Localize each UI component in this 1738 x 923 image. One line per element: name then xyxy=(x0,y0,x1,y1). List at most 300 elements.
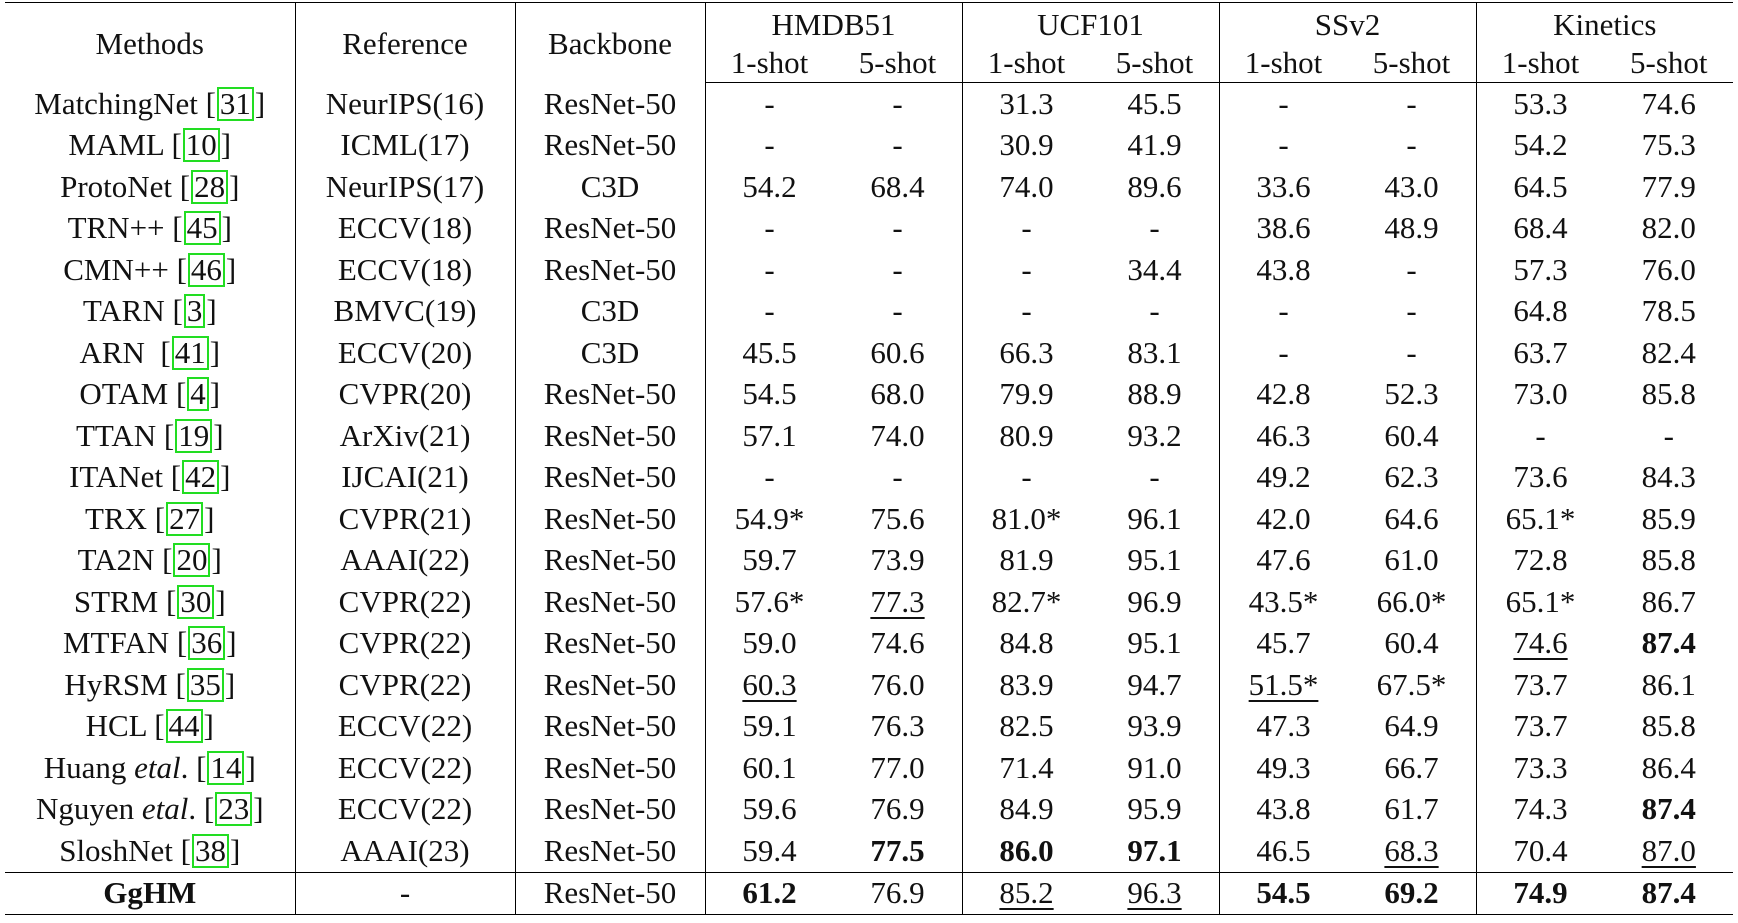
score-cell xyxy=(962,872,1091,915)
score-value: 73.7 xyxy=(1513,708,1568,744)
score-value: - xyxy=(1149,210,1160,246)
score-value: 88.9 xyxy=(1127,376,1182,412)
method-cell: MAML [ 10 ] xyxy=(5,125,295,167)
citation-link[interactable]: 28 xyxy=(191,170,228,204)
table-row xyxy=(5,664,1733,706)
backbone-cell: ResNet-50 xyxy=(515,498,705,540)
score-cell xyxy=(1219,498,1348,540)
score-cell xyxy=(1219,83,1348,125)
reference-cell: ECCV(22) xyxy=(295,747,515,789)
score-cell xyxy=(1348,166,1477,208)
reference-cell: CVPR(22) xyxy=(295,664,515,706)
method-cell: STRM [ 30 ] xyxy=(5,581,295,623)
score-cell xyxy=(705,249,834,291)
header-shot: 5-shot xyxy=(834,44,963,83)
score-value: 30.9 xyxy=(999,127,1054,163)
score-cell xyxy=(834,498,963,540)
score-value: 75.6 xyxy=(870,500,925,536)
citation-link[interactable]: 23 xyxy=(215,792,252,826)
score-cell xyxy=(1348,664,1477,706)
score-cell xyxy=(962,83,1091,125)
score-cell xyxy=(1476,747,1605,789)
backbone-cell: C3D xyxy=(515,332,705,374)
reference-cell: CVPR(20) xyxy=(295,374,515,416)
score-cell xyxy=(1348,332,1477,374)
method-name: CMN++ xyxy=(63,251,177,287)
score-value: - xyxy=(1278,127,1289,163)
score-value: 71.4 xyxy=(999,749,1054,785)
score-cell xyxy=(1348,789,1477,831)
score-cell xyxy=(1476,498,1605,540)
score-cell xyxy=(834,872,963,915)
score-cell xyxy=(705,830,834,872)
score-value: 45.5 xyxy=(1127,85,1182,121)
reference-cell: CVPR(21) xyxy=(295,498,515,540)
score-value: 38.6 xyxy=(1256,210,1311,246)
citation-link[interactable]: 36 xyxy=(188,626,225,660)
score-value: 74.6 xyxy=(1513,625,1568,661)
score-cell xyxy=(1219,457,1348,499)
score-value: 41.9 xyxy=(1127,127,1182,163)
score-cell xyxy=(962,457,1091,499)
score-cell xyxy=(1091,581,1220,623)
score-value: 45.5 xyxy=(742,334,797,370)
score-value: - xyxy=(1021,210,1032,246)
score-cell xyxy=(1605,332,1734,374)
score-value: 72.8 xyxy=(1513,542,1568,578)
score-value: 68.4 xyxy=(870,168,925,204)
score-cell xyxy=(834,623,963,665)
score-cell xyxy=(705,581,834,623)
score-cell xyxy=(1476,706,1605,748)
citation-link[interactable]: 45 xyxy=(184,211,221,245)
reference-cell: ECCV(22) xyxy=(295,789,515,831)
score-cell xyxy=(962,415,1091,457)
citation-link[interactable]: 38 xyxy=(192,834,229,868)
method-name: TRN++ xyxy=(67,210,173,246)
backbone-cell: ResNet-50 xyxy=(515,747,705,789)
score-value: 86.1 xyxy=(1641,666,1696,702)
score-cell xyxy=(1219,415,1348,457)
header-shot: 5-shot xyxy=(1605,44,1734,83)
score-cell xyxy=(1348,208,1477,250)
score-value: 68.0 xyxy=(870,376,925,412)
method-name: STRM xyxy=(73,583,166,619)
backbone-cell: ResNet-50 xyxy=(515,581,705,623)
score-value: 87.4 xyxy=(1641,625,1696,661)
table-row xyxy=(5,747,1733,789)
score-cell xyxy=(1348,457,1477,499)
score-cell xyxy=(705,872,834,915)
backbone-cell: ResNet-50 xyxy=(515,872,705,915)
score-cell xyxy=(1476,664,1605,706)
score-cell xyxy=(962,664,1091,706)
score-value: 60.1 xyxy=(742,749,797,785)
score-value: - xyxy=(1278,293,1289,329)
score-cell xyxy=(1091,208,1220,250)
score-cell xyxy=(1091,374,1220,416)
method-cell: MTFAN [ 36 ] xyxy=(5,623,295,665)
score-value: 57.6* xyxy=(734,583,805,619)
score-cell xyxy=(834,415,963,457)
score-value: 57.1 xyxy=(742,417,797,453)
table-row xyxy=(5,415,1733,457)
score-value: 64.9 xyxy=(1384,708,1439,744)
reference-cell: NeurIPS(16) xyxy=(295,83,515,125)
score-cell xyxy=(1091,789,1220,831)
score-value: 95.9 xyxy=(1127,791,1182,827)
score-value: - xyxy=(764,210,775,246)
score-value: 95.1 xyxy=(1127,542,1182,578)
score-cell xyxy=(834,581,963,623)
citation-link[interactable]: 4 xyxy=(187,377,209,411)
score-cell xyxy=(962,747,1091,789)
score-cell xyxy=(1476,374,1605,416)
score-cell xyxy=(1219,623,1348,665)
citation-link[interactable]: 35 xyxy=(187,668,224,702)
score-cell xyxy=(1476,332,1605,374)
score-cell xyxy=(705,457,834,499)
score-value: 73.9 xyxy=(870,542,925,578)
comparison-table xyxy=(5,2,1733,915)
score-value: - xyxy=(1278,334,1289,370)
header-dataset-kinetics: Kinetics xyxy=(1553,7,1657,42)
citation-link[interactable]: 41 xyxy=(172,336,209,370)
score-cell xyxy=(962,623,1091,665)
score-cell xyxy=(1091,415,1220,457)
method-cell: MatchingNet [ 31 ] xyxy=(5,83,295,125)
method-cell: SloshNet [ 38 ] xyxy=(5,830,295,872)
citation-link[interactable]: 10 xyxy=(183,128,220,162)
table-row xyxy=(5,830,1733,872)
method-name: Huang xyxy=(43,749,135,785)
method-cell: TARN [ 3 ] xyxy=(5,291,295,333)
method-cell: Huang etal. [ 14 ] xyxy=(5,747,295,789)
score-cell xyxy=(1219,872,1348,915)
method-name: MTFAN xyxy=(62,625,177,661)
backbone-cell: ResNet-50 xyxy=(515,457,705,499)
score-value: 89.6 xyxy=(1127,168,1182,204)
method-name: TRX xyxy=(85,500,155,536)
score-value: - xyxy=(892,85,903,121)
reference-cell: ECCV(18) xyxy=(295,249,515,291)
score-cell xyxy=(1091,830,1220,872)
score-cell xyxy=(962,706,1091,748)
citation-link[interactable]: 3 xyxy=(184,294,206,328)
score-value: 78.5 xyxy=(1641,293,1696,329)
table-row-ours xyxy=(5,872,1733,915)
header-dataset-ucf101: UCF101 xyxy=(962,3,1219,45)
reference-cell: ECCV(18) xyxy=(295,208,515,250)
score-cell xyxy=(1605,166,1734,208)
score-cell xyxy=(1091,125,1220,167)
score-value: 77.3 xyxy=(870,583,925,619)
score-cell xyxy=(1219,789,1348,831)
score-value: 84.9 xyxy=(999,791,1054,827)
citation-link[interactable]: 42 xyxy=(182,460,219,494)
method-cell: Nguyen etal. [ 23 ] xyxy=(5,789,295,831)
header-dataset-ssv2: SSv2 xyxy=(1219,3,1476,45)
score-value: 54.2 xyxy=(742,168,797,204)
score-value: 81.0* xyxy=(991,500,1062,536)
score-cell xyxy=(834,125,963,167)
score-cell xyxy=(1605,830,1734,872)
table-row xyxy=(5,83,1733,125)
score-cell xyxy=(834,664,963,706)
score-cell xyxy=(1091,498,1220,540)
method-name: TA2N xyxy=(77,542,163,578)
score-cell xyxy=(1605,415,1734,457)
score-cell xyxy=(1219,664,1348,706)
score-cell xyxy=(834,374,963,416)
score-value: 84.3 xyxy=(1641,459,1696,495)
score-value: 87.0 xyxy=(1641,832,1696,868)
score-value: - xyxy=(1406,334,1417,370)
score-cell xyxy=(1476,83,1605,125)
score-cell xyxy=(1091,166,1220,208)
method-cell: ITANet [ 42 ] xyxy=(5,457,295,499)
method-name: SloshNet xyxy=(59,832,181,868)
score-value: 43.8 xyxy=(1256,791,1311,827)
table-row xyxy=(5,208,1733,250)
score-cell xyxy=(1605,125,1734,167)
score-value: 60.3 xyxy=(742,666,797,702)
score-cell xyxy=(1219,830,1348,872)
score-value: 31.3 xyxy=(999,85,1054,121)
score-cell xyxy=(834,789,963,831)
score-value: - xyxy=(764,459,775,495)
etal-text: etal xyxy=(141,791,189,827)
table-row xyxy=(5,166,1733,208)
method-cell-ours: GgHM xyxy=(5,872,295,915)
score-value: - xyxy=(892,210,903,246)
score-cell xyxy=(834,540,963,582)
score-value: 75.3 xyxy=(1641,127,1696,163)
score-cell xyxy=(962,291,1091,333)
reference-cell: IJCAI(21) xyxy=(295,457,515,499)
score-cell xyxy=(962,374,1091,416)
score-value: 42.0 xyxy=(1256,500,1311,536)
score-cell xyxy=(1605,872,1734,915)
score-cell xyxy=(1219,540,1348,582)
score-cell xyxy=(962,498,1091,540)
score-value: - xyxy=(1535,417,1546,453)
score-cell xyxy=(1605,83,1734,125)
score-value: 66.3 xyxy=(999,334,1054,370)
score-value: 49.2 xyxy=(1256,459,1311,495)
score-value: 74.6 xyxy=(1641,85,1696,121)
method-cell: HyRSM [ 35 ] xyxy=(5,664,295,706)
score-value: 68.4 xyxy=(1513,210,1568,246)
score-value: 45.7 xyxy=(1256,625,1311,661)
score-value: 65.1* xyxy=(1505,500,1576,536)
score-cell xyxy=(1476,623,1605,665)
citation-link[interactable]: 31 xyxy=(217,87,254,121)
method-cell: TTAN [ 19 ] xyxy=(5,415,295,457)
score-cell xyxy=(1219,332,1348,374)
score-value: - xyxy=(1149,459,1160,495)
header-shot: 1-shot xyxy=(1476,44,1605,83)
score-cell xyxy=(1091,706,1220,748)
score-cell xyxy=(962,540,1091,582)
score-value: 59.1 xyxy=(742,708,797,744)
score-cell xyxy=(1605,291,1734,333)
table-row xyxy=(5,291,1733,333)
score-value: - xyxy=(764,127,775,163)
score-value: 42.8 xyxy=(1256,376,1311,412)
backbone-cell: C3D xyxy=(515,291,705,333)
score-cell xyxy=(1605,581,1734,623)
score-cell xyxy=(705,291,834,333)
citation-link[interactable]: 44 xyxy=(166,709,203,743)
method-cell: TA2N [ 20 ] xyxy=(5,540,295,582)
score-cell xyxy=(1091,457,1220,499)
score-cell xyxy=(1091,83,1220,125)
score-cell xyxy=(1348,830,1477,872)
reference-cell: AAAI(23) xyxy=(295,830,515,872)
table-row xyxy=(5,623,1733,665)
score-cell xyxy=(1605,208,1734,250)
score-value: 61.7 xyxy=(1384,791,1439,827)
method-cell: TRN++ [ 45 ] xyxy=(5,208,295,250)
score-cell xyxy=(1605,706,1734,748)
method-cell: ProtoNet [ 28 ] xyxy=(5,166,295,208)
score-value: 87.4 xyxy=(1641,875,1696,911)
score-value: 76.0 xyxy=(870,666,925,702)
score-value: 76.3 xyxy=(870,708,925,744)
score-cell xyxy=(705,374,834,416)
score-value: 33.6 xyxy=(1256,168,1311,204)
score-value: - xyxy=(1021,459,1032,495)
score-value: 94.7 xyxy=(1127,666,1182,702)
score-cell xyxy=(962,332,1091,374)
score-cell xyxy=(1348,498,1477,540)
score-cell xyxy=(962,125,1091,167)
score-value: 74.0 xyxy=(870,417,925,453)
score-value: 85.8 xyxy=(1641,376,1696,412)
score-value: 83.1 xyxy=(1127,334,1182,370)
score-value: 83.9 xyxy=(999,666,1054,702)
score-cell xyxy=(1219,747,1348,789)
score-cell xyxy=(1605,664,1734,706)
score-cell xyxy=(834,208,963,250)
score-value: 59.0 xyxy=(742,625,797,661)
score-cell xyxy=(705,789,834,831)
score-value: 64.6 xyxy=(1384,500,1439,536)
score-value: 74.0 xyxy=(999,168,1054,204)
score-value: 54.5 xyxy=(742,376,797,412)
backbone-cell: ResNet-50 xyxy=(515,789,705,831)
score-cell xyxy=(1476,125,1605,167)
method-name: Nguyen xyxy=(35,791,142,827)
score-value: 59.7 xyxy=(742,542,797,578)
score-value: - xyxy=(1149,293,1160,329)
header-methods: Methods xyxy=(5,3,295,83)
score-value: 85.9 xyxy=(1641,500,1696,536)
reference-cell: ArXiv(21) xyxy=(295,415,515,457)
score-value: 73.6 xyxy=(1513,459,1568,495)
score-cell xyxy=(834,291,963,333)
citation-link[interactable]: 30 xyxy=(177,585,214,619)
score-cell xyxy=(1348,623,1477,665)
score-cell xyxy=(1476,291,1605,333)
header-backbone: Backbone xyxy=(515,3,705,83)
citation-link[interactable]: 20 xyxy=(173,543,210,577)
score-cell xyxy=(1348,415,1477,457)
citation-link[interactable]: 46 xyxy=(188,253,225,287)
score-value: 73.7 xyxy=(1513,666,1568,702)
score-cell xyxy=(1476,789,1605,831)
score-cell xyxy=(1348,249,1477,291)
score-cell xyxy=(834,166,963,208)
score-cell xyxy=(705,415,834,457)
score-cell xyxy=(1091,623,1220,665)
score-cell xyxy=(705,125,834,167)
score-cell xyxy=(1219,249,1348,291)
method-name: TTAN xyxy=(75,417,164,453)
score-cell xyxy=(834,457,963,499)
score-value: 46.5 xyxy=(1256,832,1311,868)
score-value: 97.1 xyxy=(1127,832,1182,868)
score-cell xyxy=(1219,291,1348,333)
score-value: - xyxy=(892,459,903,495)
score-cell xyxy=(1219,374,1348,416)
backbone-cell: ResNet-50 xyxy=(515,830,705,872)
citation-link[interactable]: 27 xyxy=(166,502,203,536)
score-value: 70.4 xyxy=(1513,832,1568,868)
score-value: 54.9* xyxy=(734,500,805,536)
etal-text: etal xyxy=(134,749,181,785)
citation-link[interactable]: 19 xyxy=(175,419,212,453)
method-name: HCL xyxy=(85,708,155,744)
score-value: 51.5* xyxy=(1248,666,1319,702)
reference-cell: AAAI(22) xyxy=(295,540,515,582)
header-shot: 1-shot xyxy=(962,44,1091,83)
backbone-cell: ResNet-50 xyxy=(515,249,705,291)
score-value: 61.2 xyxy=(742,875,797,911)
table-row xyxy=(5,125,1733,167)
score-cell xyxy=(1476,581,1605,623)
score-cell xyxy=(1091,872,1220,915)
score-value: 74.9 xyxy=(1513,875,1568,911)
score-cell xyxy=(1605,747,1734,789)
score-value: 77.5 xyxy=(870,832,925,868)
table-row xyxy=(5,498,1733,540)
score-cell xyxy=(1476,166,1605,208)
method-cell: OTAM [ 4 ] xyxy=(5,374,295,416)
score-value: 82.0 xyxy=(1641,210,1696,246)
score-value: 43.8 xyxy=(1256,251,1311,287)
score-value: 85.8 xyxy=(1641,708,1696,744)
score-value: 85.2 xyxy=(999,875,1054,911)
score-cell xyxy=(705,166,834,208)
score-value: 61.0 xyxy=(1384,542,1439,578)
score-cell xyxy=(705,208,834,250)
score-value: 59.6 xyxy=(742,791,797,827)
citation-link[interactable]: 14 xyxy=(207,751,244,785)
reference-cell: ECCV(22) xyxy=(295,706,515,748)
backbone-cell: C3D xyxy=(515,166,705,208)
score-cell xyxy=(1476,249,1605,291)
score-value: 60.4 xyxy=(1384,417,1439,453)
reference-cell: CVPR(22) xyxy=(295,623,515,665)
score-cell xyxy=(1219,208,1348,250)
score-cell xyxy=(705,706,834,748)
score-value: 96.3 xyxy=(1127,875,1182,911)
method-name: HyRSM xyxy=(64,666,176,702)
score-value: 43.5* xyxy=(1248,583,1319,619)
method-name: MAML xyxy=(68,127,172,163)
